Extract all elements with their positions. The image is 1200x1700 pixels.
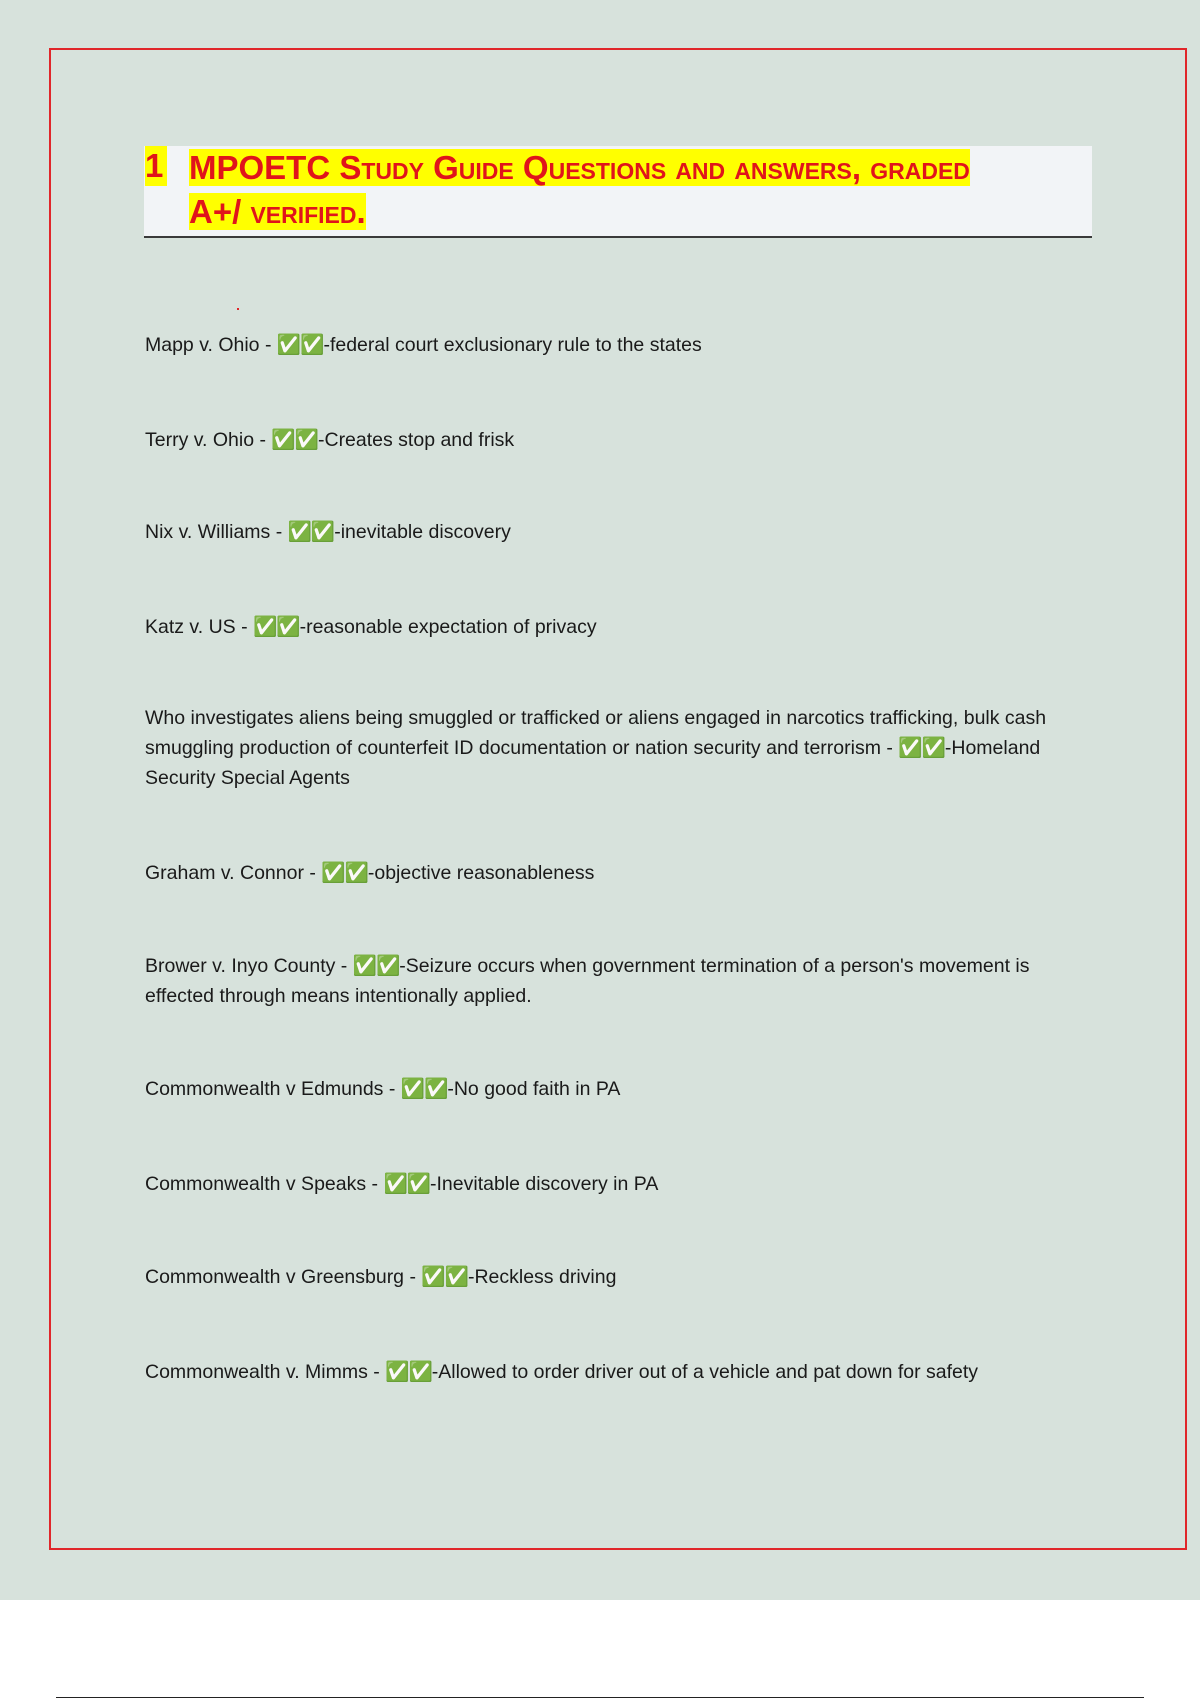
qa-separator-dash: - (367, 862, 375, 884)
qa-entry (145, 1357, 1090, 1387)
qa-separator: - (303, 862, 322, 884)
qa-answer: Inevitable discovery in PA (436, 1173, 659, 1195)
qa-separator: - (254, 429, 272, 451)
qa-question: Terry v. Ohio (145, 429, 255, 451)
qa-separator-dash: - (399, 955, 406, 977)
double-check-icon: ✅✅ (421, 1266, 468, 1288)
qa-separator-dash: - (431, 1361, 439, 1383)
qa-separator: - (383, 1078, 401, 1100)
heading-number: 1 (145, 146, 167, 186)
qa-separator: - (404, 1266, 422, 1288)
qa-question: Commonwealth v Speaks (145, 1173, 367, 1195)
qa-entry (145, 330, 1090, 360)
qa-separator-dash: - (447, 1078, 454, 1100)
qa-separator-dash: - (467, 1266, 475, 1288)
qa-question: Mapp v. Ohio (145, 334, 260, 356)
double-check-icon: ✅✅ (276, 334, 324, 356)
heading-title-text: MPOETC Study Guide Questions and answers, graded A+/ verified. (189, 149, 970, 230)
double-check-icon: ✅✅ (321, 862, 368, 884)
double-check-icon: ✅✅ (352, 955, 400, 977)
qa-entry (145, 425, 1090, 455)
qa-question: Who investigates aliens being smuggled or trafficked or aliens engaged in narcotics trafficking, bulk cash smuggling production of counterfeit ID documentation or nation security and terrorism (145, 707, 1047, 759)
qa-entry (145, 858, 1090, 888)
qa-question: Katz v. US (145, 616, 236, 638)
qa-answer: reasonable expectation of privacy (306, 616, 597, 638)
double-check-icon: ✅✅ (898, 737, 945, 759)
qa-question: Brower v. Inyo County (145, 955, 336, 977)
qa-separator-dash: - (317, 429, 325, 451)
qa-entry (145, 517, 1090, 547)
qa-answer: No good faith in PA (453, 1078, 621, 1100)
qa-entry (145, 1074, 1090, 1104)
qa-entry (145, 1169, 1090, 1199)
qa-separator: - (367, 1361, 386, 1383)
qa-separator: - (235, 616, 254, 638)
double-check-icon: ✅✅ (400, 1078, 448, 1100)
double-check-icon: ✅✅ (271, 429, 318, 451)
qa-answer: Creates stop and frisk (324, 429, 515, 451)
footer-rule (56, 1697, 1144, 1698)
qa-answer: inevitable discovery (340, 521, 511, 543)
qa-question: Commonwealth v Edmunds (145, 1078, 384, 1100)
heading-title (189, 146, 1009, 234)
qa-answer: objective reasonableness (374, 862, 595, 884)
qa-answer: Reckless driving (474, 1266, 617, 1288)
qa-separator: - (880, 737, 899, 759)
qa-separator: - (366, 1173, 384, 1195)
qa-answer: Allowed to order driver out of a vehicle and pat down for safety (438, 1361, 979, 1383)
stray-dot-mark (237, 308, 239, 310)
double-check-icon: ✅✅ (385, 1361, 432, 1383)
qa-separator-dash: - (323, 334, 330, 356)
qa-entry (145, 951, 1090, 1011)
qa-question: Commonwealth v. Mimms (145, 1361, 368, 1383)
qa-separator: - (335, 955, 353, 977)
double-check-icon: ✅✅ (287, 521, 335, 543)
qa-question: Nix v. Williams (145, 521, 271, 543)
qa-separator: - (270, 521, 288, 543)
qa-separator-dash: - (299, 616, 307, 638)
double-check-icon: ✅✅ (383, 1173, 431, 1195)
qa-question: Graham v. Connor (145, 862, 304, 884)
qa-entry (145, 1262, 1090, 1292)
qa-separator: - (259, 334, 277, 356)
double-check-icon: ✅✅ (253, 616, 300, 638)
page-border-frame (49, 48, 1187, 1550)
qa-entry (145, 612, 1090, 642)
qa-answer: Seizure occurs when government termination of a person's movement is effected through means intentionally applied. (145, 955, 1030, 1007)
qa-separator-dash: - (944, 737, 952, 759)
qa-entry (145, 703, 1090, 793)
qa-answer: federal court exclusionary rule to the states (329, 334, 702, 356)
qa-question: Commonwealth v Greensburg (145, 1266, 405, 1288)
qa-separator-dash: - (334, 521, 341, 543)
qa-separator-dash: - (430, 1173, 437, 1195)
qa-answer: Homeland Security Special Agents (145, 737, 1041, 789)
